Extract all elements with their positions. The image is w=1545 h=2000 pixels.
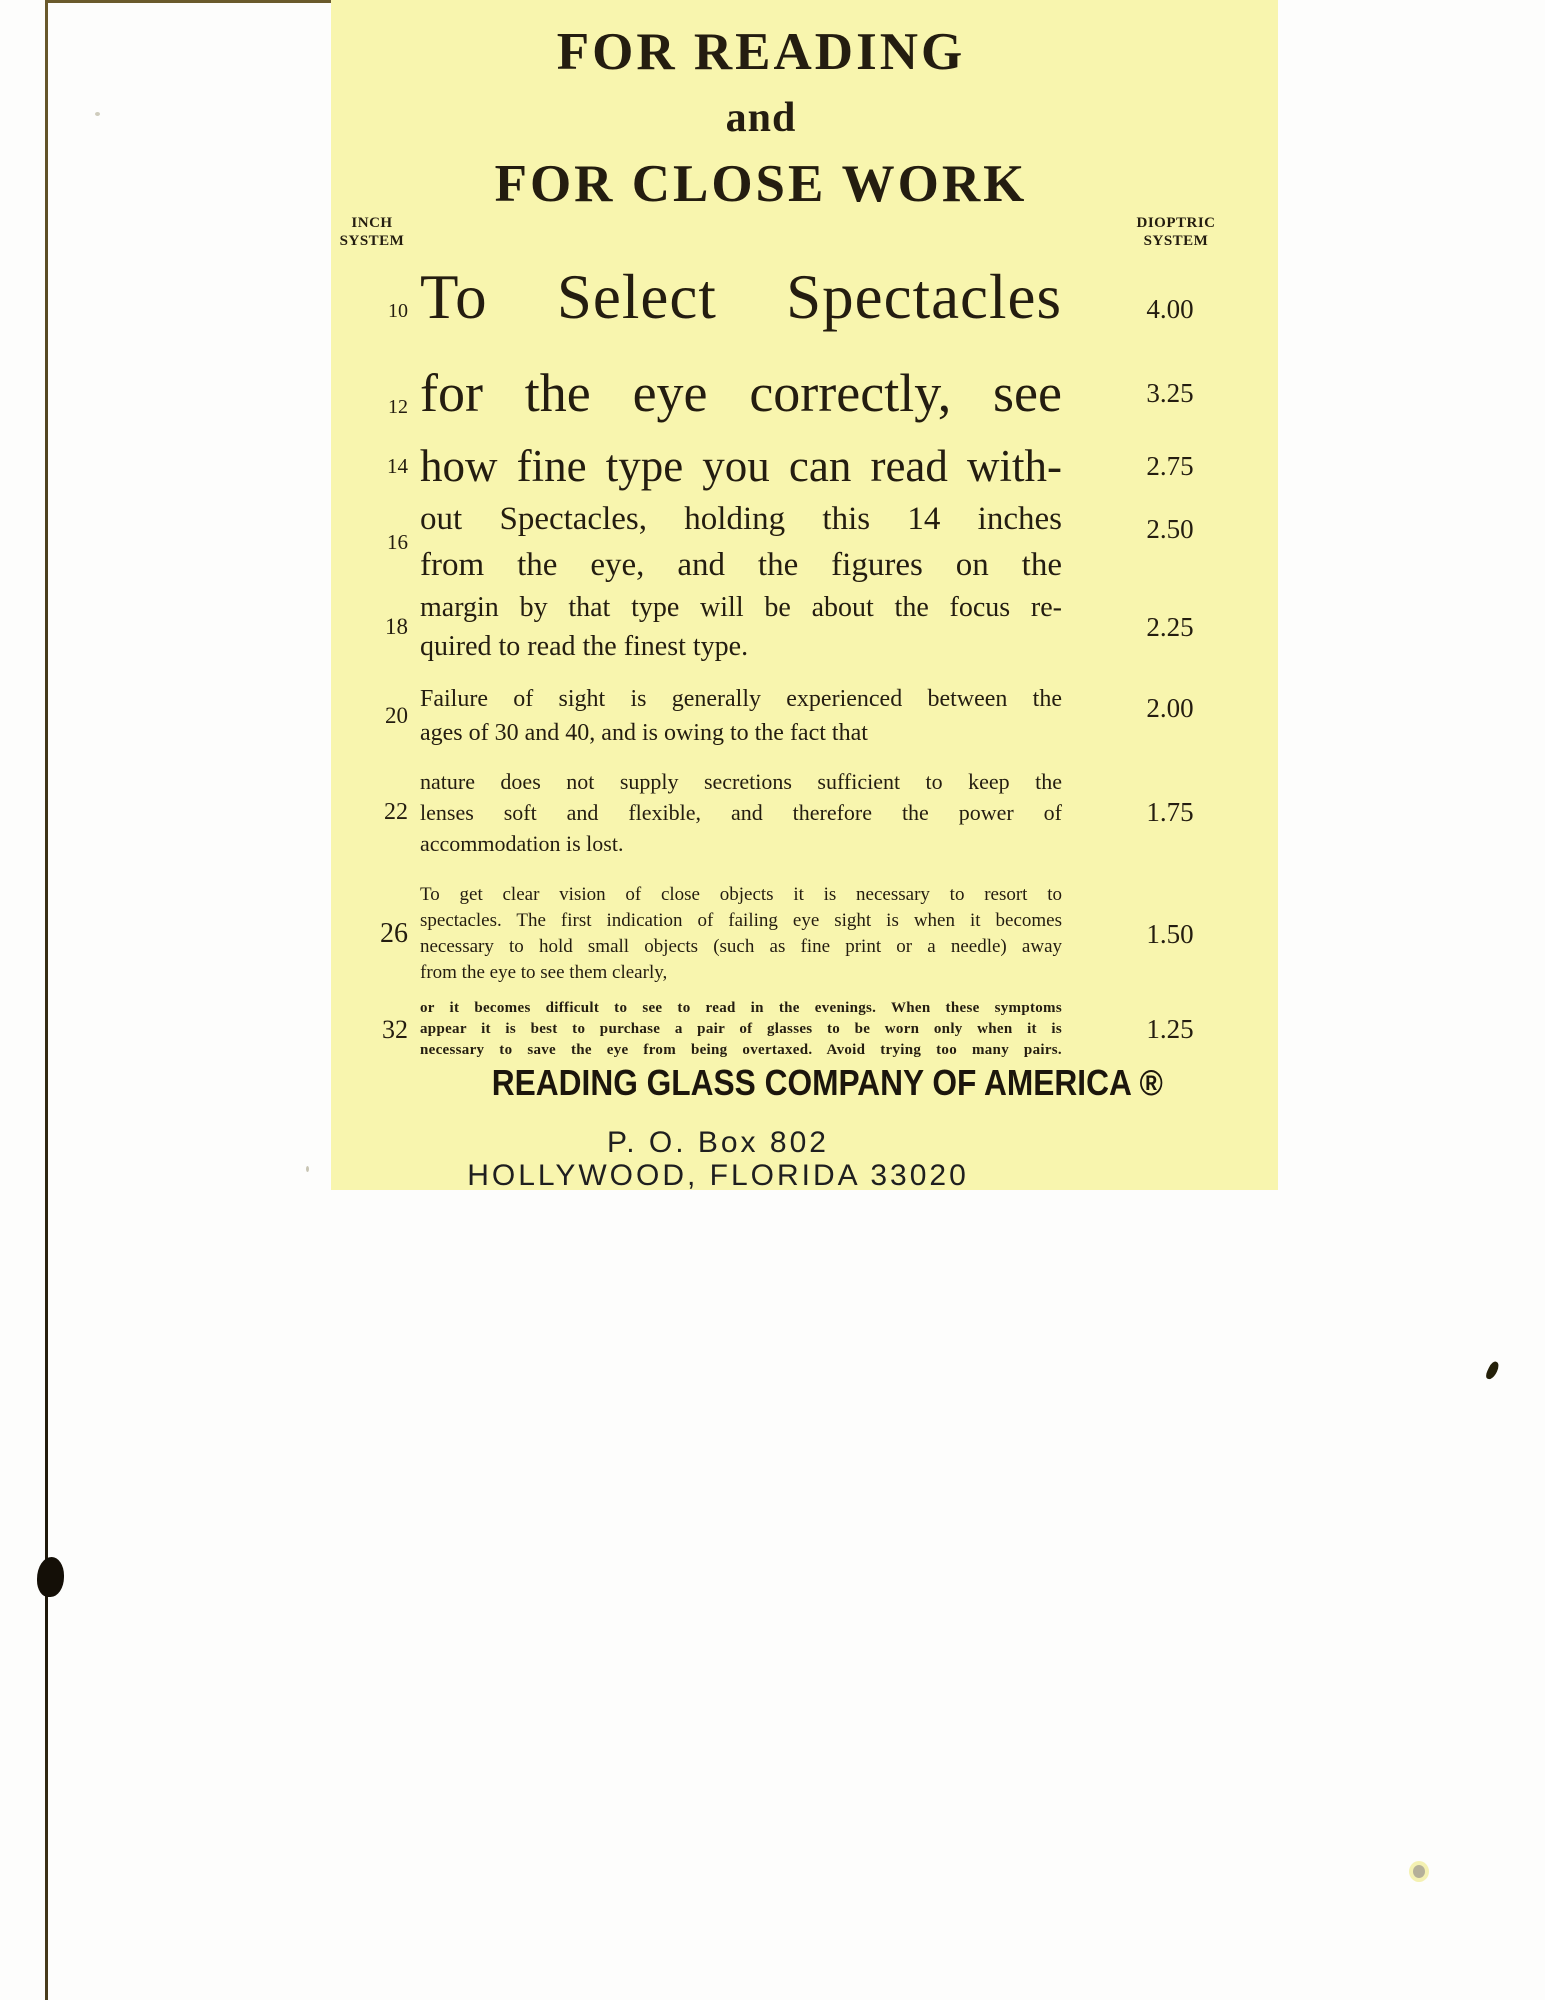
scan-edge-top-line	[45, 0, 332, 3]
card-title-line3: FOR CLOSE WORK	[494, 155, 1028, 213]
reading-line: how fine type you can read with-	[420, 441, 1062, 491]
reading-line: necessary to save the eye from being overtaxed. Avoid trying too many pairs.	[420, 1042, 1062, 1058]
reading-line: margin by that type will be about the focus re-	[420, 592, 1062, 623]
dust-dot-bottom-right	[1413, 1865, 1425, 1878]
card-title-line2: and	[725, 95, 797, 141]
reading-line: for the eye correctly, see	[420, 363, 1062, 423]
scan-edge-vertical-line	[45, 0, 48, 2000]
dust-speck	[306, 1166, 309, 1172]
inch-number: 20	[385, 703, 408, 728]
inch-number: 22	[384, 799, 408, 825]
dioptric-value: 1.75	[1146, 797, 1194, 827]
reading-test-card	[331, 0, 1278, 1190]
ink-blob-artifact	[37, 1557, 64, 1597]
reading-line: from the eye to see them clearly,	[420, 962, 668, 983]
dioptric-system-header-line2: SYSTEM	[1143, 233, 1209, 249]
reading-line: To Select Spectacles	[420, 262, 1062, 332]
dioptric-value: 4.00	[1146, 293, 1194, 324]
dioptric-value: 2.50	[1146, 513, 1194, 544]
inch-number: 18	[385, 614, 408, 639]
reading-row-32	[331, 998, 1278, 1061]
reading-line: spectacles. The first indication of failing eye sight is when it becomes	[420, 910, 1062, 931]
reading-line: nature does not supply secretions sufficient to keep the	[420, 769, 1062, 794]
reading-row-16	[331, 496, 1278, 588]
company-address	[397, 1126, 1039, 1192]
inch-number: 16	[387, 529, 408, 554]
inch-number: 26	[380, 918, 408, 949]
inch-number: 12	[388, 395, 408, 418]
reading-line: lenses soft and flexible, and therefore the power of	[420, 800, 1062, 825]
dioptric-value: 2.25	[1146, 611, 1194, 642]
reading-line: necessary to hold small objects (such as fine print or a needle) away	[420, 936, 1062, 957]
reading-line: accommodation is lost.	[420, 831, 624, 856]
dioptric-value: 3.25	[1146, 377, 1194, 408]
inch-system-header	[337, 214, 407, 250]
dioptric-value: 2.00	[1146, 692, 1194, 723]
address-line1: P. O. Box 802	[607, 1126, 829, 1159]
dust-speck	[95, 112, 100, 116]
company-name-line: READING GLASS COMPANY OF AMERICA ®	[491, 1062, 1163, 1103]
reading-row-10	[331, 252, 1278, 342]
reading-line: or it becomes difficult to see to read in the evenings. When these symptoms	[420, 1000, 1062, 1016]
inch-number: 10	[388, 299, 408, 322]
reading-line: appear it is best to purchase a pair of glasses to be worn only when it is	[420, 1021, 1062, 1037]
address-line2: HOLLYWOOD, FLORIDA 33020	[467, 1159, 969, 1192]
dioptric-value: 1.25	[1146, 1014, 1194, 1044]
ink-speck-artifact	[1484, 1360, 1500, 1381]
reading-row-18	[331, 588, 1278, 666]
reading-row-12	[331, 352, 1278, 434]
dioptric-value: 2.75	[1146, 450, 1194, 481]
dioptric-system-header-line1: DIOPTRIC	[1136, 215, 1216, 231]
reading-line: out Spectacles, holding this 14 inches	[420, 501, 1062, 537]
reading-line: quired to read the finest type.	[420, 631, 749, 662]
card-title-line1: FOR READING	[556, 23, 966, 81]
reading-row-14	[331, 434, 1278, 498]
reading-line: Failure of sight is generally experienced between the	[420, 686, 1062, 712]
reading-row-20	[331, 682, 1278, 750]
dioptric-value: 1.50	[1146, 918, 1194, 949]
inch-system-header-line2: SYSTEM	[339, 233, 405, 249]
reading-line: ages of 30 and 40, and is owing to the fact that	[420, 720, 868, 746]
reading-row-22	[331, 766, 1278, 859]
reading-line: from the eye, and the figures on the	[420, 547, 1062, 583]
reading-row-26	[331, 882, 1278, 986]
inch-number: 14	[387, 453, 408, 478]
dioptric-system-header	[1121, 214, 1231, 250]
inch-number: 32	[382, 1014, 408, 1044]
inch-system-header-line1: INCH	[351, 215, 393, 231]
reading-line: To get clear vision of close objects it is necessary to resort to	[420, 884, 1062, 905]
